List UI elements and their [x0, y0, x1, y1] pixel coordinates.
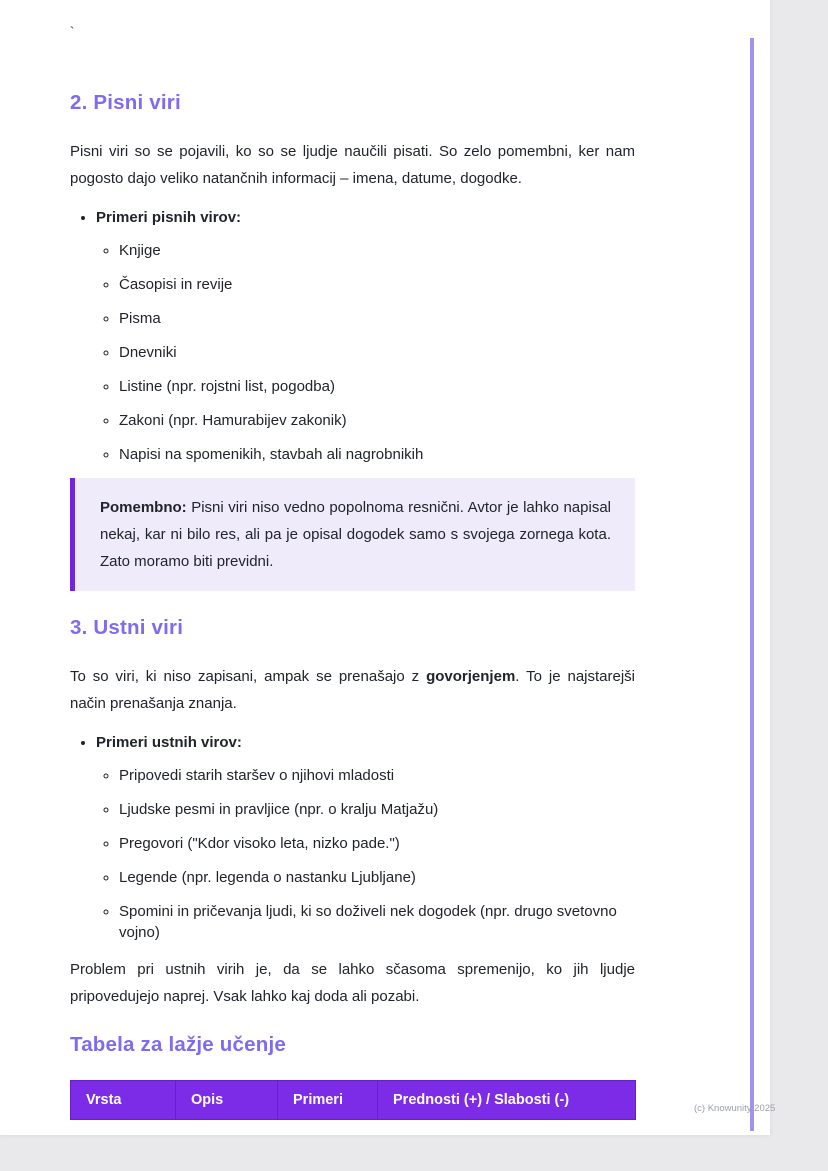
table-header-vrsta: Vrsta: [71, 1081, 176, 1120]
intro-text-after: . To je najstarejši način prenašanja znanja.: [70, 668, 636, 712]
sub-bullet-list: [96, 240, 635, 465]
heading-pisni-viri: 2. Pisni viri: [70, 91, 181, 114]
list-item: ◦ Pripovedi starih staršev o njihovi mladosti: [119, 765, 635, 786]
list-item: ◦ Pisma: [119, 308, 635, 329]
knowunity-watermark: (c) Knowunity 2025: [694, 1103, 776, 1114]
table-header-row: [71, 1081, 636, 1120]
paragraph-ustni-viri-intro: [70, 663, 635, 717]
intro-text-before: To so viri, ki niso zapisani, ampak se prenašajo z: [70, 668, 427, 685]
paragraph-pisni-viri-intro: Pisni viri so se pojavili, ko so se ljudje naučili pisati. So zelo pomembni, ker nam pogosto dajo veliko natančnih informacij – imena, datume, dogodke.: [70, 143, 635, 187]
table-header-primeri: Primeri: [278, 1081, 378, 1120]
list-item: ◦ Spomini in pričevanja ljudi, ki so doživeli nek dogodek (npr. drugo svetovno vojno): [119, 901, 635, 943]
bullet-list-pisni-viri: [70, 208, 635, 465]
important-callout-box: [70, 478, 635, 591]
list-item: ◦ Knjige: [119, 240, 635, 261]
list-item: ◦ Ljudske pesmi in pravljice (npr. o kralju Matjažu): [119, 799, 635, 820]
list-item-title: [96, 733, 635, 943]
callout-body: Pisni viri niso vedno popolnoma resnični. Avtor je lahko napisal nekaj, kar ni bilo res, ali pa je opisal dogodek samo s svojega zornega kota. Zato moramo biti previdni.: [100, 499, 611, 570]
callout-label: Pomembno:: [100, 499, 187, 516]
sub-bullet-list: [96, 765, 635, 943]
vertical-accent-bar: [750, 38, 754, 1131]
heading-ustni-viri: 3. Ustni viri: [70, 616, 184, 639]
stray-backtick-character: `: [70, 24, 75, 39]
list-item: ◦ Zakoni (npr. Hamurabijev zakonik): [119, 410, 635, 431]
list-item: ◦ Legende (npr. legenda o nastanku Ljubljane): [119, 867, 635, 888]
list-item: ◦ Napisi na spomenikih, stavbah ali nagrobnikih: [119, 444, 635, 465]
paragraph-ustni-viri-outro: Problem pri ustnih virih je, da se lahko sčasoma spremenijo, ko jih ljudje pripovedujejo naprej. Vsak lahko kaj doda ali pozabi.: [70, 961, 635, 1005]
list-title-label: Primeri pisnih virov:: [96, 209, 242, 226]
heading-tabela: Tabela za lažje učenje: [70, 1033, 286, 1056]
list-item-title: [96, 208, 635, 465]
intro-bold-word: govorjenjem: [426, 668, 516, 685]
table-header-prednosti-slabosti: Prednosti (+) / Slabosti (-): [378, 1081, 636, 1120]
list-title-label: Primeri ustnih virov:: [96, 734, 242, 751]
list-item: ◦ Listine (npr. rojstni list, pogodba): [119, 376, 635, 397]
callout-text: [100, 494, 611, 575]
list-item: ◦ Dnevniki: [119, 342, 635, 363]
list-item: ◦ Časopisi in revije: [119, 274, 635, 295]
bullet-list-ustni-viri: [70, 733, 635, 943]
list-item: ◦ Pregovori ("Kdor visoko leta, nizko pade."): [119, 833, 635, 854]
study-table: [70, 1080, 636, 1120]
table-header-opis: Opis: [176, 1081, 278, 1120]
